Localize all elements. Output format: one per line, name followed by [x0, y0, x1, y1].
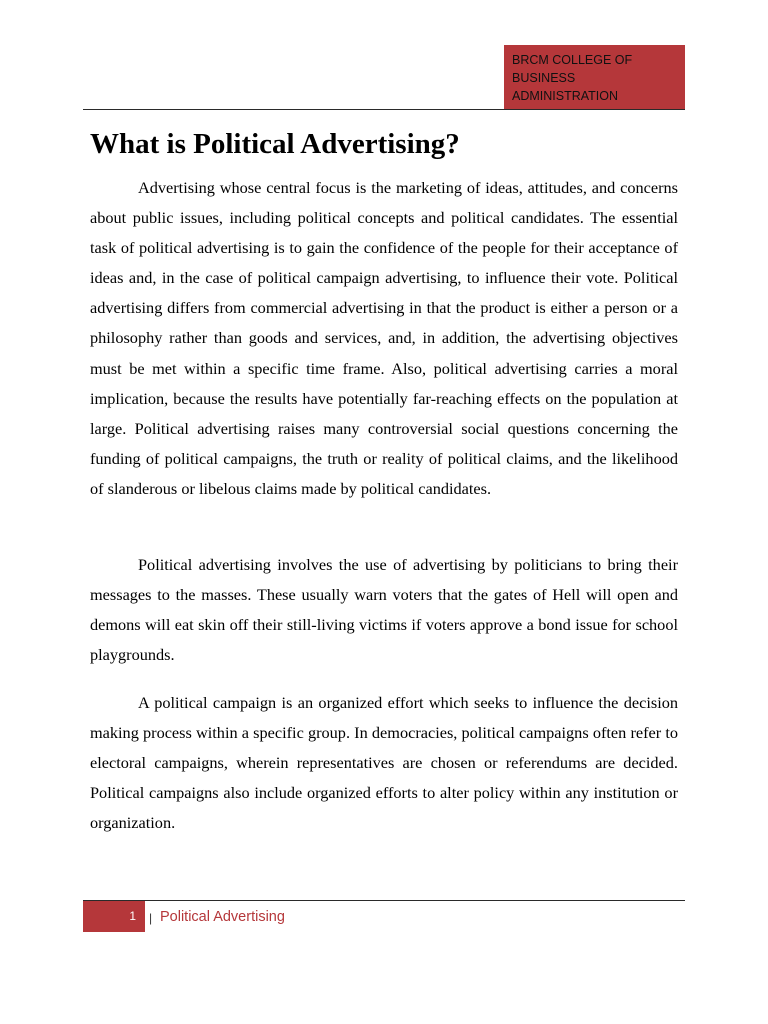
page-title: What is Political Advertising?	[90, 128, 460, 160]
header-institution-box	[504, 45, 685, 110]
page-number: 1	[129, 909, 136, 923]
footer-label: Political Advertising	[160, 909, 285, 925]
footer-separator: |	[149, 911, 153, 925]
header-divider	[83, 109, 685, 110]
footer-divider	[83, 900, 685, 901]
paragraph-politician-messages: Political advertising involves the use of advertising by politicians to bring their messages to the masses. These usually warn voters that the gates of Hell will open and demons will eat skin off their still-living victims if voters approve a bond issue for school playgrounds.	[90, 555, 678, 665]
paragraph-definition: Advertising whose central focus is the marketing of ideas, attitudes, and concerns about public issues, including political concepts and political candidates. The essential task of political advertising is to gain the confidence of the people for their acceptance of ideas and, in the case of political campaign advertising, to influence their vote. Political advertising differs from commercial advertising in that the product is either a person or a philosophy rather than goods and services, and, in addition, the advertising objectives must be met within a specific time frame. Also, political advertising carries a moral implication, because the results have potentially far-reaching effects on the population at large. Political advertising raises many controversial social questions concerning the funding of political campaigns, the truth or reality of political claims, and the likelihood of slanderous or libelous claims made by political candidates.	[90, 178, 678, 498]
footer-page-number-box	[83, 901, 145, 932]
paragraph-political-campaign: A political campaign is an organized effort which seeks to influence the decision making process within a specific group. In democracies, political campaigns often refer to electoral campaigns, wherein representatives are chosen or referendums are decided. Political campaigns also include organized efforts to alter policy within any institution or organization.	[90, 693, 678, 833]
header-institution-text: BRCM COLLEGE OF BUSINESS ADMINISTRATION	[512, 53, 633, 103]
